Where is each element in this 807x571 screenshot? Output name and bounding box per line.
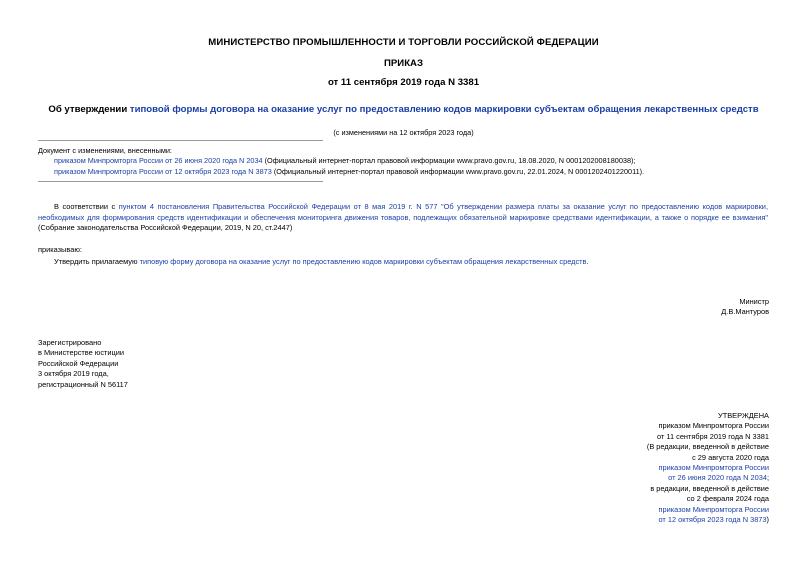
signatory-position: Министр [739,297,769,306]
doc-title [0,104,807,115]
approve-paragraph [54,257,589,266]
change-details: (Официальный интернет-портал правовой информации www.pravo.gov.ru, 22.01.2024, N 0001202401220011). [271,166,645,176]
approved-title: УТВЕРЖДЕНА [718,411,769,420]
changes-item [38,166,645,177]
change-link-2034[interactable]: приказом Минпромторга России от 26 июня 2020 года N 2034 [54,156,263,166]
approved-link-3873-wrap [647,515,769,525]
preamble-start: В соответствии с [54,202,119,211]
registration-line: 3 октября 2019 года, [38,369,109,379]
approved-line: от 11 сентября 2019 года N 3381 [657,431,769,441]
registration-line: регистрационный N 56117 [38,379,128,389]
signature-block [721,297,769,318]
edition-note: (с изменениями на 12 октября 2023 года) [333,128,474,137]
preamble-end: (Собрание законодательства Российской Федерации, 2019, N 20, ст.2447) [38,223,293,232]
approved-line: в редакции, введенной в действие [650,483,769,493]
approve-end: . [586,257,589,266]
resolution-577-link[interactable]: пунктом 4 постановления Правительства Российской Федерации от 8 мая 2019 г. N 577 "Об утверждении размера платы за оказание услуг по предоставлению кодов маркировки, необходимых для формирования средств идентификации и обеспечения мониторинга движения товаров, подлежащих обязательной маркировке средствами идентификации, а также о порядке ее взимания" [38,202,768,222]
approve-start: Утвердить прилагаемую [54,257,140,266]
ministry-heading: МИНИСТЕРСТВО ПРОМЫШЛЕННОСТИ И ТОРГОВЛИ РОССИЙСКОЙ ФЕДЕРАЦИИ [208,37,599,48]
change-details: (Официальный интернет-портал правовой информации www.pravo.gov.ru, 18.08.2020, N 0001202008180038); [262,156,636,166]
approved-separator: ; [766,473,769,483]
doc-date-number: от 11 сентября 2019 года N 3381 [327,77,480,88]
approved-line: (В редакции, введенной в действие [646,442,769,452]
change-link-3873[interactable]: приказом Минпромторга России от 12 октября 2023 года N 3873 [54,166,272,176]
registration-block [38,338,128,390]
changes-intro: Документ с изменениями, внесенными: [38,146,172,155]
order-word: приказываю: [38,245,82,254]
registration-line: в Министерстве юстиции [38,348,125,358]
approved-link-3873-line1[interactable]: приказом Минпромторга России [658,504,769,514]
approved-link-3873-line2[interactable]: от 12 октября 2023 года N 3873 [658,515,767,525]
approved-link-2034-line1[interactable]: приказом Минпромторга России [658,463,769,473]
registration-line: Российской Федерации [38,358,119,368]
changes-box [38,140,645,182]
doc-type-heading: ПРИКАЗ [384,58,423,69]
approve-form-link[interactable]: типовую форму договора на оказание услуг по предоставлению кодов маркировки субъектам обращения лекарственных средств [139,257,587,266]
doc-title-link[interactable]: типовой формы договора на оказание услуг по предоставлению кодов маркировки субъектам обращения лекарственных средств [129,104,759,115]
doc-title-prefix: Об утверждении [48,104,130,115]
signatory-name: Д.В.Мантуров [721,307,769,317]
approved-line: приказом Минпромторга России [658,421,769,431]
approved-block [647,411,769,525]
approved-link-2034-wrap [647,473,769,483]
preamble-paragraph [38,202,768,234]
changes-item [38,156,636,166]
approved-close-paren: ) [766,515,769,525]
approved-line: с 29 августа 2020 года [692,452,769,462]
approved-line: со 2 февраля 2024 года [686,494,769,504]
registration-line: Зарегистрировано [38,338,102,347]
approved-link-2034-line2[interactable]: от 26 июня 2020 года N 2034 [668,473,767,483]
